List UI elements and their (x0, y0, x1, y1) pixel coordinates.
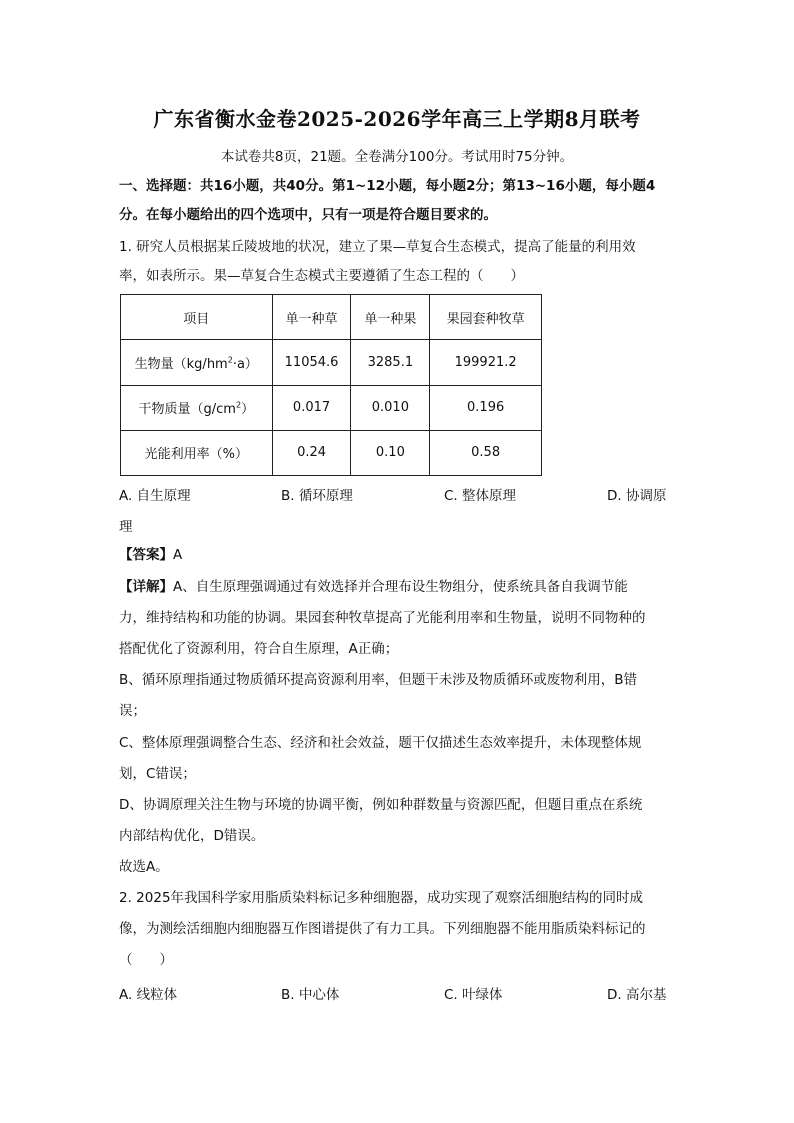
table-header-cell: 单一种果 (351, 295, 430, 340)
q2-option-b: B. 中心体 (281, 987, 340, 1003)
table-header-row (121, 295, 542, 340)
table-cell: 0.017 (272, 385, 351, 430)
table-cell: 11054.6 (272, 340, 351, 385)
q1-detail-line: 误； (119, 703, 146, 719)
q2-option-c: C. 叶绿体 (444, 987, 503, 1003)
table-row (121, 430, 542, 475)
table-cell: 0.010 (351, 385, 430, 430)
q1-detail-line: 搭配优化了资源利用，符合自生原理，A正确； (119, 641, 399, 657)
q2-stem-line-3: （ ） (119, 952, 173, 968)
q1-option-d: D. 协调原 (607, 488, 667, 504)
q1-detail-line: 划，C错误； (119, 766, 196, 782)
table-cell: 0.196 (430, 385, 542, 430)
q1-detail-line: 力，维持结构和功能的协调。果园套种牧草提高了光能利用率和生物量，说明不同物种的 (119, 610, 646, 626)
table-row-label: 干物质量$(g/cm^2)$ (121, 385, 273, 430)
q1-option-c: C. 整体原理 (444, 488, 517, 504)
table-cell: 199921.2 (430, 340, 542, 385)
exam-subtitle: 本试卷共8页，21题。全卷满分100分。考试用时75分钟。 (220, 149, 574, 165)
q1-detail-line: D、协调原理关注生物与环境的协调平衡，例如种群数量与资源匹配，但题目重点在系统 (119, 797, 643, 813)
q2-option-a: A. 线粒体 (119, 987, 178, 1003)
q1-conclusion: 故选A。 (119, 859, 169, 875)
q1-detail-line: C、整体原理强调整合生态、经济和社会效益，题干仅描述生态效率提升，未体现整体规 (119, 735, 642, 751)
q2-option-d: D. 高尔基 (607, 987, 667, 1003)
q1-option-b: B. 循环原理 (281, 488, 353, 504)
q1-option-d-wrap: 理 (119, 519, 133, 535)
table-header-cell: 单一种草 (272, 295, 351, 340)
table-row-label: 生物量$(kg/hm^2\cdot a)$ (121, 340, 273, 385)
table-cell: 0.10 (351, 430, 430, 475)
q1-stem-line-2: 率，如表所示。果—草复合生态模式主要遵循了生态工程的（ ） (119, 268, 524, 284)
q1-option-a: A. 自生原理 (119, 488, 191, 504)
table-cell: 0.24 (272, 430, 351, 475)
q1-data-table (120, 294, 542, 476)
table-cell: 0.58 (430, 430, 542, 475)
section-heading-line-1: 一、选择题：共16小题，共40分。第1~12小题，每小题2分；第13~16小题，每小题4 (119, 178, 656, 194)
section-heading-line-2: 分。在每小题给出的四个选项中，只有一项是符合题目要求的。 (119, 207, 497, 223)
q1-stem-line-1: 1. 研究人员根据某丘陵坡地的状况，建立了果—草复合生态模式，提高了能量的利用效 (119, 239, 636, 255)
table-row-label: 光能利用率（%） (121, 430, 273, 475)
exam-title: 广东省衡水金卷2025-2026学年高三上学期8月联考 (153, 107, 641, 131)
q1-detail-line: B、循环原理指通过物质循环提高资源利用率，但题干未涉及物质循环或废物利用，B错 (119, 672, 638, 688)
q1-detail-line: 【详解】A、自生原理强调通过有效选择并合理布设生物组分，使系统具备自我调节能 (119, 579, 628, 595)
q1-detail-line: 内部结构优化，D错误。 (119, 828, 265, 844)
table-row (121, 340, 542, 385)
table-row (121, 385, 542, 430)
table-header-cell: 果园套种牧草 (430, 295, 542, 340)
q2-stem-line-1: 2. 2025年我国科学家用脂质染料标记多种细胞器，成功实现了观察活细胞结构的同时成 (119, 890, 644, 906)
table-cell: 3285.1 (351, 340, 430, 385)
q2-stem-line-2: 像，为测绘活细胞内细胞器互作图谱提供了有力工具。下列细胞器不能用脂质染料标记的 (119, 921, 646, 937)
q1-answer: 【答案】A (119, 547, 183, 563)
table-header-cell: 项目 (121, 295, 273, 340)
